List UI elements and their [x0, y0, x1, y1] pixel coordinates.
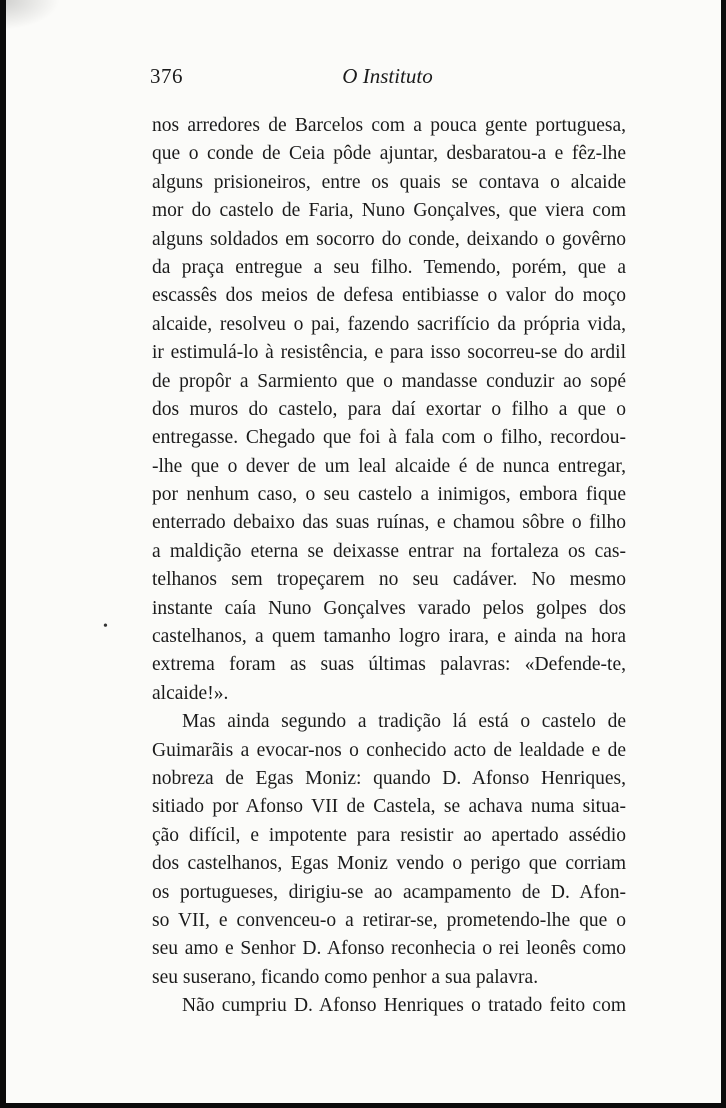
text-line: nos arredores de Barcelos com a pouca gente portuguesa,	[152, 115, 626, 136]
text-line: castelhanos, a quem tamanho logro irara, e ainda na hora	[152, 626, 626, 648]
text-line: seu suserano, ficando como penhor a sua palavra.	[152, 966, 539, 988]
text-line: alcaide, resolveu o pai, fazendo sacrifício da própria vida,	[152, 313, 626, 335]
scan-border-right	[721, 0, 726, 1108]
scan-border-left	[0, 0, 6, 1108]
text-line: a maldição eterna se deixasse entrar na fortaleza os cas-	[152, 540, 626, 562]
text-line: extrema foram as suas últimas palavras: «Defende-te,	[152, 654, 626, 676]
page-header	[150, 64, 625, 94]
paragraph-start: Mas ainda segundo a tradição lá está o castelo de	[182, 711, 626, 733]
text-line: instante caía Nuno Gonçalves varado pelos golpes dos	[152, 597, 626, 619]
scan-shadow	[0, 0, 60, 30]
text-line: ir estimulá-lo à resistência, e para isso socorreu-se do ardil	[152, 342, 626, 364]
text-line: de propôr a Sarmiento que o mandasse conduzir ao sopé	[152, 370, 626, 392]
text-line: os portugueses, dirigiu-se ao acampamento de D. Afon-	[152, 881, 626, 903]
text-line: da praça entregue a seu filho. Temendo, porém, que a	[152, 256, 626, 278]
page-number: 376	[150, 64, 183, 88]
text-line: dos muros do castelo, para daí exortar o filho a que o	[152, 398, 626, 420]
body-text	[152, 112, 626, 1021]
text-line: que o conde de Ceia pôde ajuntar, desbaratou-a e fêz-lhe	[152, 143, 626, 165]
text-line: mor do castelo de Faria, Nuno Gonçalves, que viera com	[152, 200, 626, 222]
text-line: enterrado debaixo das suas ruínas, e chamou sôbre o filho	[152, 512, 626, 534]
text-line: dos castelhanos, Egas Moniz vendo o perigo que corriam	[152, 853, 626, 875]
text-line: Guimarãis a evocar-nos o conhecido acto de lealdade e de	[152, 739, 626, 761]
text-line: seu amo e Senhor D. Afonso reconhecia o rei leonês como	[152, 938, 626, 960]
text-line: -lhe que o dever de um leal alcaide é de nunca entregar,	[152, 455, 626, 477]
scan-border-bottom	[0, 1103, 726, 1108]
paragraph-start: Não cumpriu D. Afonso Henriques o tratado feito com	[182, 995, 626, 1017]
text-line: entregasse. Chegado que foi à fala com o filho, recordou-	[152, 427, 626, 449]
text-line: por nenhum caso, o seu castelo a inimigos, embora fique	[152, 484, 626, 506]
running-title: O Instituto	[342, 64, 433, 88]
text-line: escassês dos meios de defesa entibiasse o valor do moço	[152, 285, 626, 307]
text-line: telhanos sem tropeçarem no seu cadáver. No mesmo	[152, 569, 626, 591]
text-line: sitiado por Afonso VII de Castela, se achava numa situa-	[152, 796, 626, 818]
margin-mark: •	[103, 619, 108, 634]
text-line: nobreza de Egas Moniz: quando D. Afonso Henriques,	[152, 767, 626, 789]
text-line: alguns prisioneiros, entre os quais se contava o alcaide	[152, 171, 626, 193]
text-line: ção difícil, e impotente para resistir ao apertado assédio	[152, 824, 626, 846]
text-line: so VII, e convenceu-o a retirar-se, prometendo-lhe que o	[152, 909, 626, 931]
text-line: alcaide!».	[152, 682, 229, 704]
text-line: alguns soldados em socorro do conde, deixando o govêrno	[152, 228, 626, 250]
